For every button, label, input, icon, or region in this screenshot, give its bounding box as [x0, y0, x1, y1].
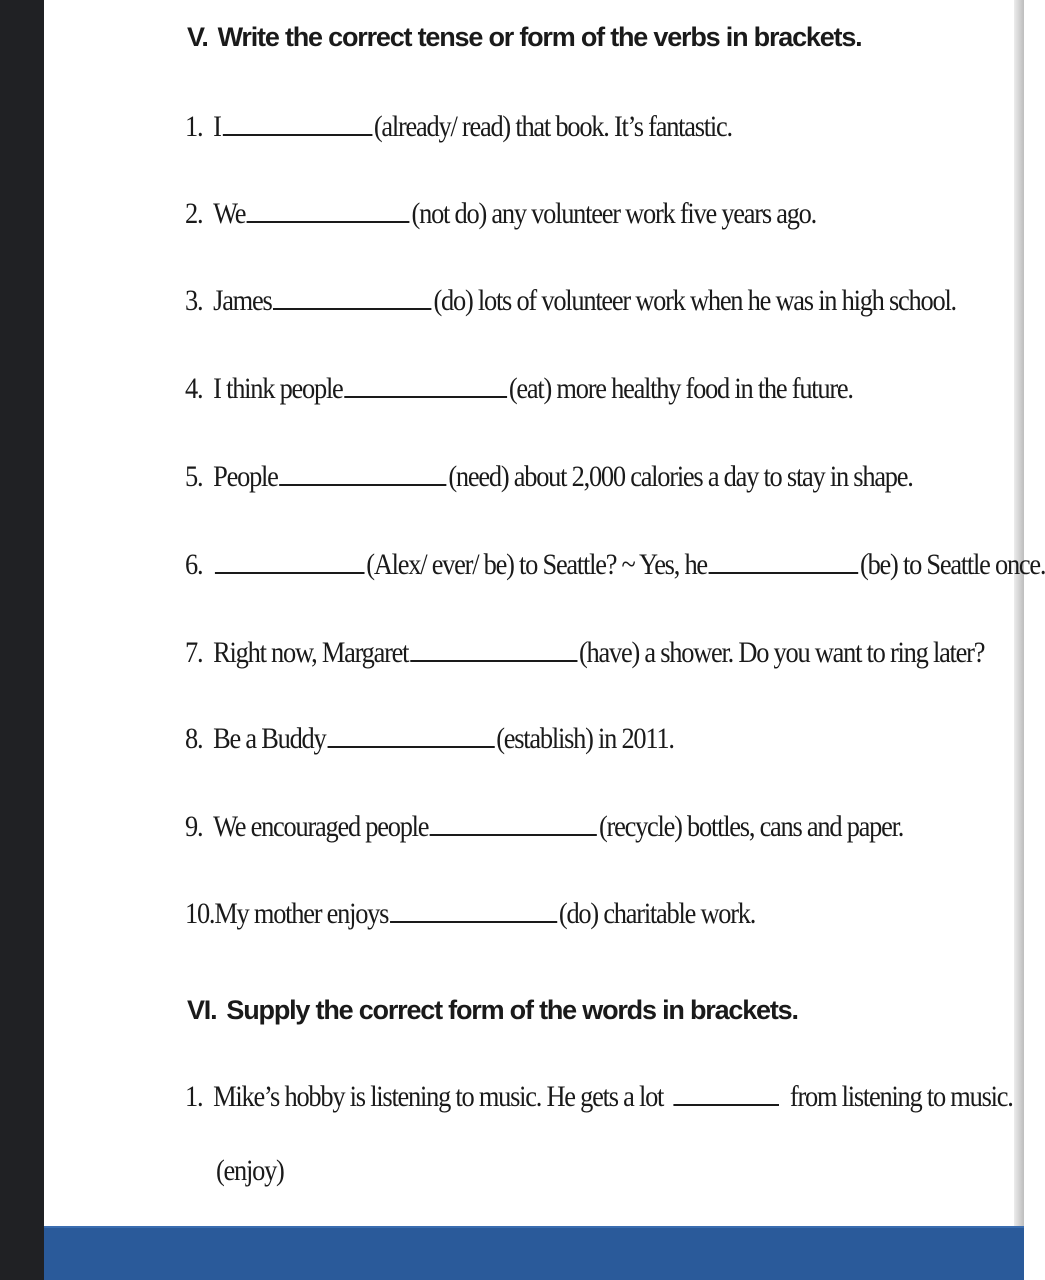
item-text: from listening to music. [789, 1080, 1013, 1113]
section-vi-title: Supply the correct form of the words in brackets. [226, 995, 798, 1025]
section-vi-number: VI. [187, 995, 217, 1025]
exercise-vi-item-1 [185, 1080, 1013, 1114]
answer-blank[interactable] [327, 745, 494, 748]
answer-blank[interactable] [674, 1103, 780, 1106]
item-hint: (not do) any volunteer work five years ago. [411, 197, 817, 230]
exercise-vi-item-1-hint: (enjoy) [216, 1154, 284, 1187]
answer-blank[interactable] [247, 220, 410, 223]
left-dark-bar [0, 0, 44, 1280]
item-number: 5. [185, 460, 203, 493]
item-number: 8. [185, 722, 203, 755]
exercise-item-3 [185, 284, 956, 318]
item-text: I think people [213, 372, 343, 405]
section-v-title: Write the correct tense or form of the verbs in brackets. [217, 22, 862, 52]
item-text: Be a Buddy [213, 722, 326, 755]
item-hint: (do) lots of volunteer work when he was in high school. [433, 284, 956, 317]
answer-blank[interactable] [279, 483, 446, 486]
item-hint: (do) charitable work. [558, 897, 756, 930]
item-number: 1. [185, 1080, 203, 1113]
item-number: 1. [185, 110, 203, 143]
section-vi-heading [187, 995, 798, 1026]
item-hint: (recycle) bottles, cans and paper. [598, 810, 904, 843]
answer-blank[interactable] [222, 133, 372, 136]
item-text: People [213, 460, 278, 493]
item-text: We encouraged people [213, 810, 429, 843]
exercise-item-6 [185, 548, 1045, 582]
exercise-item-7 [185, 636, 984, 670]
item-number: 3. [185, 284, 203, 317]
item-text: We [213, 197, 246, 230]
section-v-heading [187, 22, 861, 53]
item-text: Mike’s hobby is listening to music. He gets a lot [213, 1080, 664, 1113]
item-hint: (already/ read) that book. It’s fantastic. [373, 110, 732, 143]
item-text: James [213, 284, 272, 317]
answer-blank[interactable] [215, 571, 365, 574]
exercise-item-8 [185, 722, 674, 756]
exercise-item-4 [185, 372, 853, 406]
answer-blank[interactable] [430, 833, 597, 836]
right-page-edge [1014, 0, 1024, 1228]
exercise-item-1 [185, 110, 732, 144]
item-hint: (need) about 2,000 calories a day to stay in shape. [448, 460, 913, 493]
item-number: 7. [185, 636, 203, 669]
item-number: 2. [185, 197, 203, 230]
item-hint: (have) a shower. Do you want to ring later? [578, 636, 985, 669]
item-number: 9. [185, 810, 203, 843]
item-number: 6. [185, 548, 203, 581]
item-number: 4. [185, 372, 203, 405]
answer-blank[interactable] [273, 307, 431, 310]
item-text: I [213, 110, 221, 143]
item-hint: (Alex/ ever/ be) to Seattle? ~ Yes, he [366, 548, 707, 581]
exercise-item-5 [185, 460, 913, 494]
taskbar-strip [44, 1226, 1024, 1280]
answer-blank[interactable] [709, 571, 859, 574]
item-hint: (eat) more healthy food in the future. [508, 372, 853, 405]
answer-blank[interactable] [344, 395, 507, 398]
item-text: Right now, Margaret [213, 636, 409, 669]
worksheet-page [44, 0, 1045, 1226]
exercise-item-10 [185, 897, 755, 931]
exercise-item-2 [185, 197, 816, 231]
item-number: 10. [185, 897, 215, 930]
section-v-number: V. [187, 22, 208, 52]
answer-blank[interactable] [410, 659, 577, 662]
answer-blank[interactable] [390, 920, 557, 923]
item-hint: (establish) in 2011. [496, 722, 674, 755]
item-text: My mother enjoys [214, 897, 389, 930]
exercise-item-9 [185, 810, 903, 844]
item-text: (be) to Seattle once. [860, 548, 1045, 581]
